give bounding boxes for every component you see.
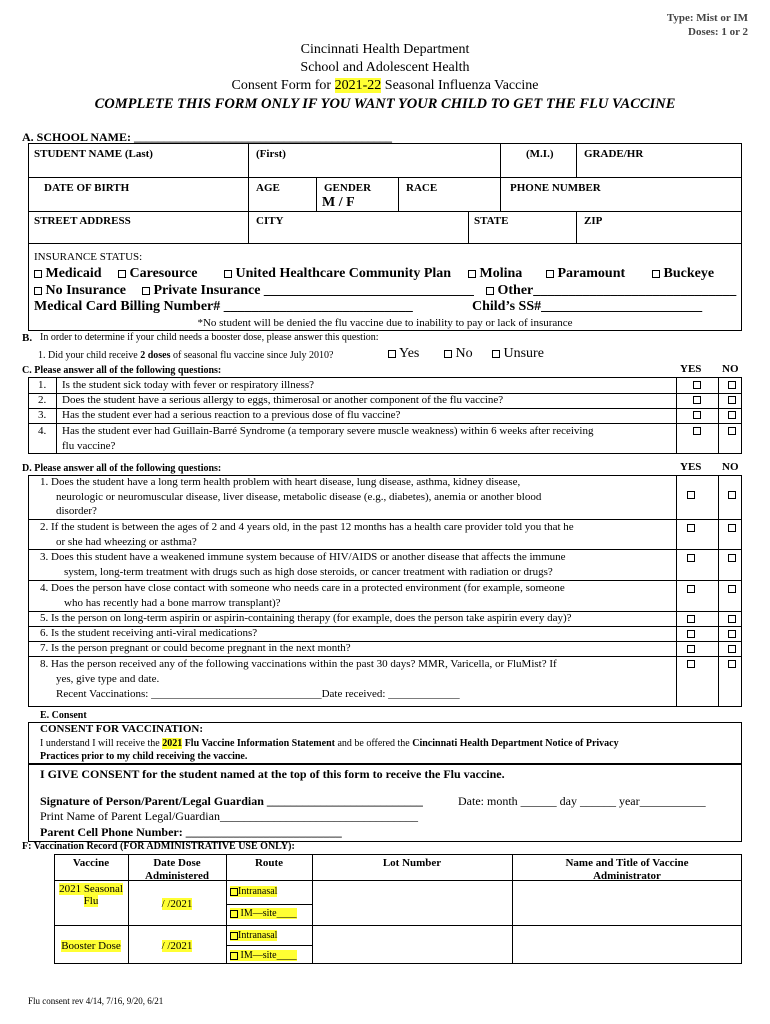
col-vaccine: Vaccine [72, 857, 110, 869]
row-booster-intranasal-option[interactable]: Intranasal [230, 930, 277, 941]
checkbox-icon [444, 350, 452, 358]
row-seasonal-flu-label: 2021 Seasonal Flu [59, 883, 123, 907]
section-f-label: F: Vaccination Record (FOR ADMINISTRATIVE USE ONLY): [22, 841, 295, 852]
phone-field[interactable]: PHONE NUMBER [510, 182, 601, 194]
checkbox-icon [230, 932, 238, 940]
d-q3-line1: 3. Does this student have a weakened immune system because of HIV/AIDS or another disease that affects the immune [40, 551, 566, 563]
row-booster-date[interactable]: / /2021 [161, 940, 193, 952]
d-recent-vaccinations-field[interactable]: Recent Vaccinations: _______________________________Date received: _____________ [56, 688, 460, 700]
d-q3-yes-checkbox[interactable] [687, 554, 695, 562]
checkbox-icon [224, 270, 232, 278]
row-seasonal-intranasal-option[interactable]: Intranasal [230, 886, 277, 897]
d-q3-line2: system, long-term treatment with drugs such as high dose steroids, or cancer treatment with radiation or drugs? [64, 566, 553, 578]
d-q1-no-checkbox[interactable] [728, 491, 736, 499]
d-q2-line1: 2. If the student is between the ages of 2 and 4 years old, in the past 12 months has a health care provider told you that he [40, 521, 574, 533]
col-route: Route [254, 857, 284, 869]
section-d-label: D. Please answer all of the following questions: [22, 463, 222, 474]
form-type: Type: Mist or IM [666, 12, 748, 24]
give-consent-statement: I GIVE CONSENT for the student named at the top of this form to receive the Flu vaccine. [40, 767, 505, 781]
checkbox-icon [230, 910, 238, 918]
col-date-administered: Administered [145, 870, 209, 882]
booster-question: 1. Did your child receive 2 doses of seasonal flu vaccine since July 2010? [38, 350, 334, 361]
checkbox-icon [468, 270, 476, 278]
checkbox-icon [652, 270, 660, 278]
gender-field[interactable]: GENDER [324, 182, 372, 194]
booster-yes-option[interactable]: Yes [388, 346, 419, 362]
revision-footer: Flu consent rev 4/14, 7/16, 9/20, 6/21 [28, 996, 164, 1006]
c-q2-num: 2. [38, 394, 47, 406]
insurance-buckeye-option[interactable]: Buckeye [652, 266, 714, 282]
d-q8-line1: 8. Has the person received any of the following vaccinations within the past 30 days? MMR, Varicella, or FluMist? If [40, 658, 557, 670]
d-q4-line2: who has recently had a bone marrow transplant)? [64, 597, 281, 609]
form-year: 2021-22 [334, 78, 382, 93]
d-q1-line2: neurologic or neuromuscular disease, liver disease, metabolic disease (e.g., diabetes), anemia or another blood [56, 491, 542, 503]
ssn-field[interactable]: Child’s SS#_______________________ [472, 299, 703, 314]
insurance-medicaid-option[interactable]: Medicaid [34, 266, 102, 282]
student-mi-field[interactable]: (M.I.) [526, 148, 554, 160]
dob-field[interactable]: DATE OF BIRTH [44, 182, 130, 194]
insurance-paramount-option[interactable]: Paramount [546, 266, 625, 282]
c-q3-yes-checkbox[interactable] [693, 411, 701, 419]
c-q4-yes-checkbox[interactable] [693, 427, 701, 435]
section-c-yes-header: YES [680, 363, 702, 375]
c-q3-text: Has the student ever had a serious reaction to a previous dose of flu vaccine? [62, 409, 401, 421]
booster-intro: In order to determine if your child needs a booster dose, please answer this question: [40, 332, 379, 343]
c-q2-text: Does the student have a serious allergy to eggs, thimerosal or another component of the flu vaccine? [62, 394, 504, 406]
d-q5: 5. Is the person on long-term aspirin or aspirin-containing therapy (for example, does the person take aspirin every day)? [40, 612, 572, 624]
col-lot-number: Lot Number [382, 857, 442, 869]
d-q5-no-checkbox[interactable] [728, 615, 736, 623]
d-q1-line3: disorder? [56, 505, 97, 517]
d-q6-yes-checkbox[interactable] [687, 630, 695, 638]
d-q2-yes-checkbox[interactable] [687, 524, 695, 532]
c-q3-num: 3. [38, 409, 47, 421]
c-q1-text: Is the student sick today with fever or respiratory illness? [62, 379, 315, 391]
section-b-label: B. [22, 332, 33, 344]
d-q4-no-checkbox[interactable] [728, 585, 736, 593]
consent-year: 2021 [162, 738, 183, 749]
c-q4-num: 4. [38, 425, 47, 437]
row-booster-im-option[interactable]: IM—site____ [230, 950, 297, 961]
c-q3-no-checkbox[interactable] [728, 411, 736, 419]
main-instruction: COMPLETE THIS FORM ONLY IF YOU WANT YOUR CHILD TO GET THE FLU VACCINE [94, 96, 676, 112]
c-q4-no-checkbox[interactable] [728, 427, 736, 435]
d-q6: 6. Is the student receiving anti-viral medications? [40, 627, 258, 639]
student-first-name-field[interactable]: (First) [256, 148, 286, 160]
insurance-uhc-option[interactable]: United Healthcare Community Plan [224, 266, 451, 282]
d-q6-no-checkbox[interactable] [728, 630, 736, 638]
insurance-other-option[interactable]: Other_____________________________ [486, 283, 736, 299]
section-c-label: C. Please answer all of the following questions: [22, 365, 222, 376]
consent-statement-cont: Practices prior to my child receiving the vaccine. [40, 751, 248, 762]
checkbox-icon [34, 287, 42, 295]
consent-statement: I understand I will receive the 2021 Flu Vaccine Information Statement and be offered the Cincinnati Health Department Notice of Privacy [40, 738, 619, 749]
age-field[interactable]: AGE [256, 182, 280, 194]
parent-cell-phone-field[interactable]: Parent Cell Phone Number: __________________________ [40, 825, 342, 839]
checkbox-icon [34, 270, 42, 278]
city-field[interactable]: CITY [256, 215, 284, 227]
row-seasonal-im-option[interactable]: IM—site____ [230, 908, 297, 919]
d-q1-line1: 1. Does the student have a long term health problem with heart disease, lung disease, asthma, kidney disease, [40, 476, 521, 488]
division-title: School and Adolescent Health [300, 60, 470, 75]
insurance-caresource-option[interactable]: Caresource [118, 266, 197, 282]
signature-date-field[interactable]: Date: month ______ day ______ year___________ [458, 794, 706, 808]
col-administrator-title: Administrator [593, 870, 661, 882]
checkbox-icon [492, 350, 500, 358]
section-c-no-header: NO [722, 363, 739, 375]
d-q1-yes-checkbox[interactable] [687, 491, 695, 499]
department-title: Cincinnati Health Department [300, 42, 470, 57]
c-q4-text-cont: flu vaccine? [62, 440, 116, 452]
c-q1-yes-checkbox[interactable] [693, 381, 701, 389]
checkbox-icon [142, 287, 150, 295]
row-booster-label: Booster Dose [61, 940, 121, 952]
booster-no-option[interactable]: No [444, 346, 473, 362]
d-q2-line2: or she had wheezing or asthma? [56, 536, 197, 548]
checkbox-icon [230, 952, 238, 960]
street-address-field[interactable]: STREET ADDRESS [34, 215, 131, 227]
form-doses: Doses: 1 or 2 [688, 26, 748, 38]
insurance-note: *No student will be denied the flu vaccine due to inability to pay or lack of insurance [197, 317, 573, 329]
row-seasonal-flu-date[interactable]: / /2021 [161, 898, 193, 910]
d-q8-line2: yes, give type and date. [56, 673, 160, 685]
form-title: Consent Form for 2021-22 Seasonal Influenza Vaccine [231, 78, 539, 93]
d-q7-yes-checkbox[interactable] [687, 645, 695, 653]
col-date-dose: Date Dose [153, 857, 201, 869]
consent-title: CONSENT FOR VACCINATION: [40, 723, 203, 735]
guardian-signature-field[interactable]: Signature of Person/Parent/Legal Guardian __________________________ [40, 794, 423, 808]
checkbox-icon [486, 287, 494, 295]
section-e-label: E. Consent [40, 710, 87, 721]
section-d-no-header: NO [722, 461, 739, 473]
d-q3-no-checkbox[interactable] [728, 554, 736, 562]
school-name-field[interactable]: A. SCHOOL NAME: ___________________________________________ [22, 130, 393, 144]
d-q8-no-checkbox[interactable] [728, 660, 736, 668]
student-last-name-field[interactable]: STUDENT NAME (Last) [34, 148, 153, 160]
c-q1-num: 1. [38, 379, 47, 391]
section-d-yes-header: YES [680, 461, 702, 473]
gender-options[interactable]: M / F [322, 195, 355, 210]
race-field[interactable]: RACE [406, 182, 438, 194]
col-administrator-name: Name and Title of Vaccine [565, 857, 689, 869]
d-q4-yes-checkbox[interactable] [687, 585, 695, 593]
d-q7: 7. Is the person pregnant or could become pregnant in the next month? [40, 642, 351, 654]
checkbox-icon [546, 270, 554, 278]
grade-field[interactable]: GRADE/HR [584, 148, 644, 160]
checkbox-icon [118, 270, 126, 278]
insurance-molina-option[interactable]: Molina [468, 266, 522, 282]
billing-number-field[interactable]: Medical Card Billing Number# ___________________________ [34, 299, 413, 314]
state-field[interactable]: STATE [474, 215, 509, 227]
d-q5-yes-checkbox[interactable] [687, 615, 695, 623]
guardian-print-name-field[interactable]: Print Name of Parent Legal/Guardian_________________________________ [40, 809, 418, 823]
c-q2-no-checkbox[interactable] [728, 396, 736, 404]
c-q4-text: Has the student ever had Guillain-Barré Syndrome (a temporary severe muscle weakness) within 6 weeks after receiving [62, 425, 594, 437]
checkbox-icon [230, 888, 238, 896]
d-q2-no-checkbox[interactable] [728, 524, 736, 532]
zip-field[interactable]: ZIP [584, 215, 603, 227]
insurance-none-option[interactable]: No Insurance [34, 283, 126, 299]
d-q4-line1: 4. Does the person have close contact with someone who needs care in a protected environment (for example, someone [40, 582, 565, 594]
insurance-status-label: INSURANCE STATUS: [34, 251, 143, 263]
d-q7-no-checkbox[interactable] [728, 645, 736, 653]
c-q2-yes-checkbox[interactable] [693, 396, 701, 404]
insurance-private-option[interactable]: Private Insurance ______________________________ [142, 283, 474, 299]
checkbox-icon [388, 350, 396, 358]
d-q8-yes-checkbox[interactable] [687, 660, 695, 668]
booster-unsure-option[interactable]: Unsure [492, 346, 544, 362]
c-q1-no-checkbox[interactable] [728, 381, 736, 389]
